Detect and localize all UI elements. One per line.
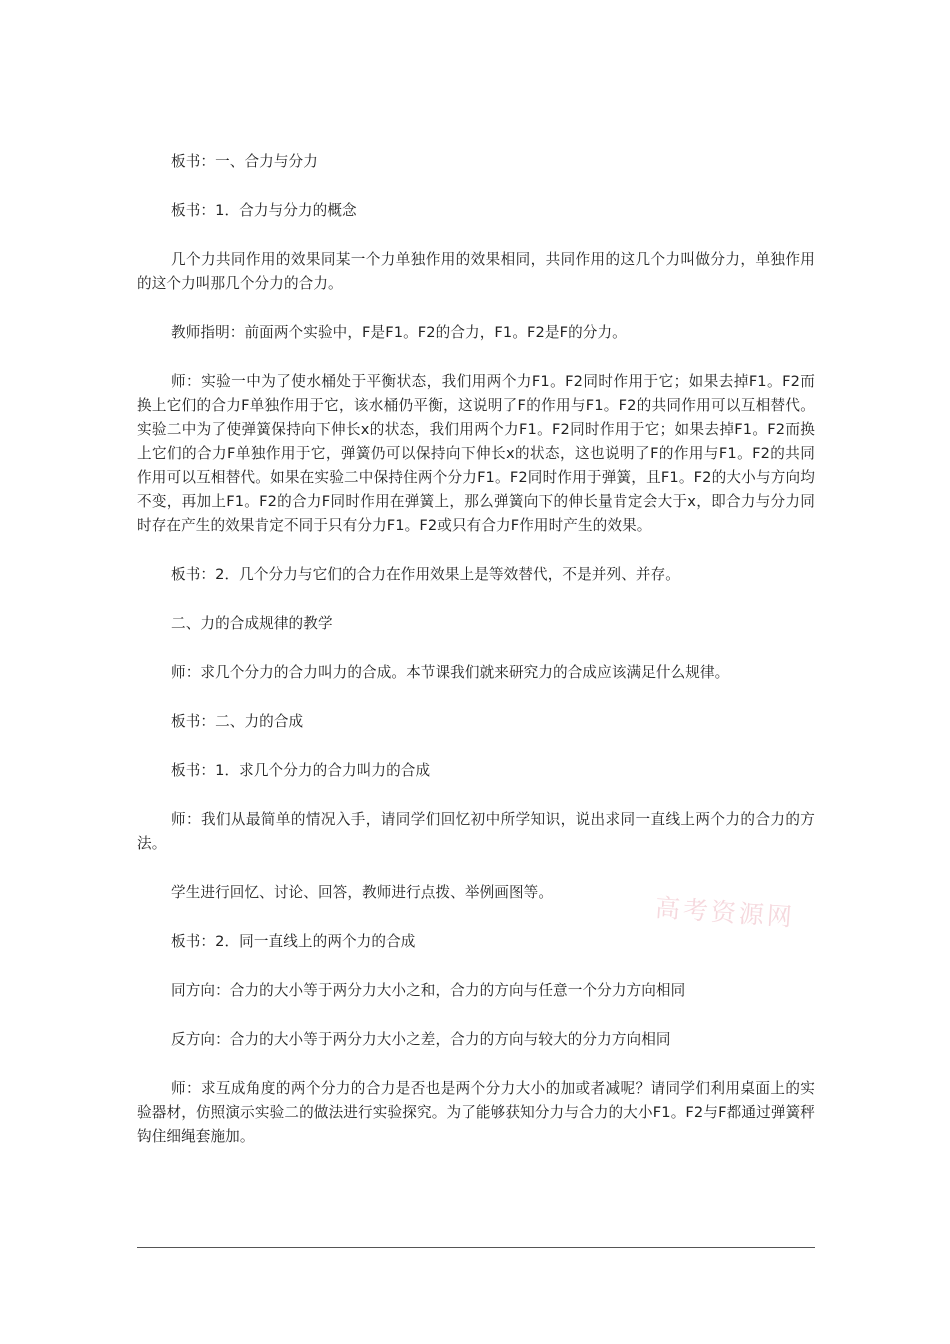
paragraph-experiment-explanation: 师：实验一中为了使水桶处于平衡状态，我们用两个力F1。F2同时作用于它；如果去掉F1。F2而换上它们的合力F单独作用于它，该水桶仍平衡，这说明了F的作用与F1。F2的共同作用可以互相替代。实验二中为了使弹簧保持向下伸长x的状态，我们用两个力F1。F2同时作用于它；如果去掉F1。F2而换上它们的合力F单独作用于它，弹簧仍可以保持向下伸长x的状态，这也说明了F的作用与F1。F2的共同作用可以互相替代。如果在实验二中保持住两个分力F1。F2同时作用于弹簧，且F1。F2的大小与方向均不变，再加上F1。F2的合力F同时作用在弹簧上，那么弹簧向下的伸长量肯定会大于x，即合力与分力同时存在产生的效果肯定不同于只有分力F1。F2或只有合力F作用时产生的效果。 [137, 373, 815, 534]
paragraph-section-2-title: 二、力的合成规律的教学 [171, 615, 333, 632]
paragraph-composition-intro: 师：求几个分力的合力叫力的合成。本节课我们就来研究力的合成应该满足什么规律。 [171, 664, 730, 681]
paragraph-board-same-line: 板书：2．同一直线上的两个力的合成 [171, 933, 416, 950]
paragraph-opposite-direction: 反方向：合力的大小等于两分力大小之差，合力的方向与较大的分力方向相同 [171, 1031, 671, 1048]
paragraph-recall-question: 师：我们从最简单的情况入手，请同学们回忆初中所学知识，说出求同一直线上两个力的合力的方法。 [137, 811, 815, 852]
paragraph-board-composition-def: 板书：1．求几个分力的合力叫力的合成 [171, 762, 431, 779]
paragraph-teacher-note: 教师指明：前面两个实验中，F是F1。F2的合力，F1。F2是F的分力。 [171, 324, 627, 341]
footer-divider [137, 1247, 815, 1248]
paragraph-same-direction: 同方向：合力的大小等于两分力大小之和，合力的方向与任意一个分力方向相同 [171, 982, 686, 999]
paragraph-board-concept: 板书：1．合力与分力的概念 [171, 202, 357, 219]
document-body [137, 150, 815, 1174]
paragraph-angle-question: 师：求互成角度的两个分力的合力是否也是两个分力大小的加或者减呢？请同学们利用桌面上的实验器材，仿照演示实验二的做法进行实验探究。为了能够获知分力与合力的大小F1。F2与F都通过弹簧秤钩住细绳套施加。 [137, 1080, 815, 1145]
paragraph-board-heading-2: 板书：二、力的合成 [171, 713, 304, 730]
paragraph-definition: 几个力共同作用的效果同某一个力单独作用的效果相同，共同作用的这几个力叫做分力，单独作用的这个力叫那几个分力的合力。 [137, 251, 815, 292]
paragraph-board-heading-1: 板书：一、合力与分力 [171, 153, 318, 170]
paragraph-student-activity: 学生进行回忆、讨论、回答，教师进行点拨、举例画图等。 [171, 884, 554, 901]
paragraph-board-equivalence: 板书：2．几个分力与它们的合力在作用效果上是等效替代，不是并列、并存。 [171, 566, 680, 583]
watermark-logo: 高考资源网 [654, 893, 796, 932]
